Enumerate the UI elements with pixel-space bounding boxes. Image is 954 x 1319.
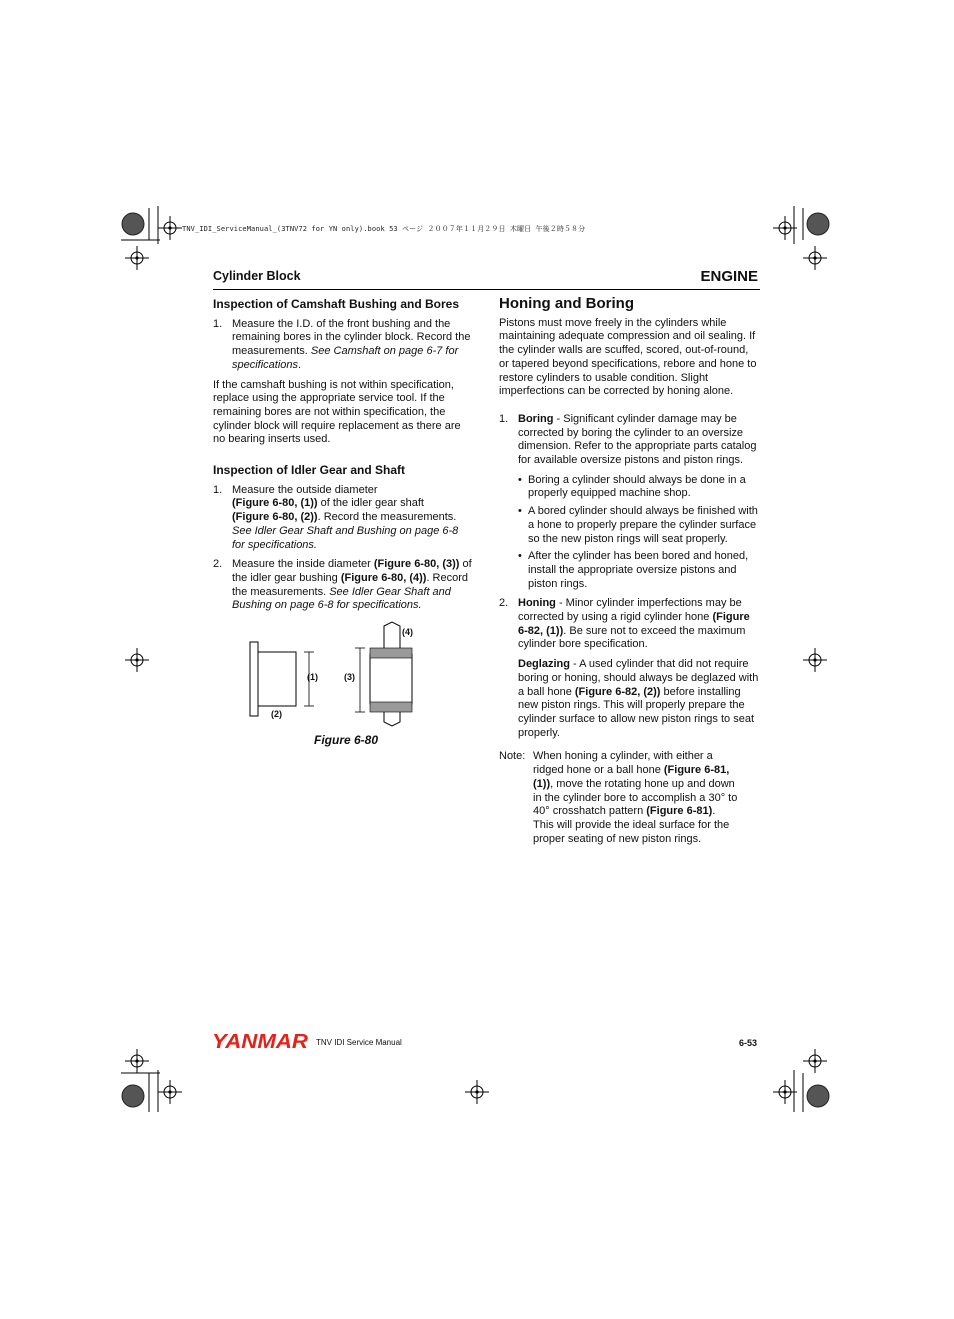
yanmar-logo [212,1030,310,1052]
idler-step-1: 1. Measure the outside diameter (Figure 6-80, (1)) of the idler gear shaft (Figure 6-80, (2)). Record the measurements. See Idler Gear Shaft and Bushing on page 6-8 for specifications. [213,483,459,551]
print-info-line: TNV_IDI_ServiceManual_(3TNV72 for YN only).book 53 ページ ２００７年１１月２９日 木曜日 午後２時５８分 [182,225,586,233]
idler-step-2: 2. Measure the inside diameter (Figure 6-80, (3)) of the idler gear bushing (Figure 6-80, (4)). Record the measurements. See Idler Gear Shaft and Bushing on page 6-8 for specifications. [213,558,472,612]
honing-step: 2. Honing - Minor cylinder imperfections may be corrected by using a rigid cylinder hone (Figure 6-82, (1)). Be sure not to exceed the maximum cylinder bore specification. [499,597,750,651]
right-column [499,297,760,852]
figure-label-3: (3) [344,672,355,682]
deglazing-paragraph: Deglazing - A used cylinder that did not require boring or honing, should always be deglazed with a ball hone (Figure 6-82, (2)) before installing new piston rings. This will properly prepare the cylinder surface to allow new piston rings to seat properly. [518,658,759,739]
boring-bullet-1: • Boring a cylinder should always be done in a properly equipped machine shop. [518,473,746,500]
figure-label-1: (1) [307,672,318,682]
camshaft-ref: See Camshaft on page 6-7 for specifications [232,345,459,371]
yanmar-logo-text: YANMAR [212,1031,309,1052]
camshaft-paragraph: If the camshaft bushing is not within specification, replace using the appropriate service tool. If the remaining bores are not within specification, the cylinder block will require replacement as there are no bearing inserts used. [213,378,461,446]
idler-heading: Inspection of Idler Gear and Shaft [213,463,406,478]
boring-bullets [518,474,760,592]
camshaft-step-1: 1. Measure the I.D. of the front bushing and the remaining bores in the cylinder block. Record the measurements. See Camshaft on page 6-7 for specifications. [213,317,471,371]
left-column [213,298,473,619]
page-number: 6-53 [739,1038,758,1048]
boring-step: 1. Boring - Significant cylinder damage may be corrected by boring the cylinder to an oversize dimension. Refer to the appropriate parts catalog for available oversize pistons and piston rings. [499,412,757,467]
figure-caption: Figure 6-80 [314,733,379,747]
header-rule [213,289,760,290]
figure-label-2: (2) [271,709,282,719]
honing-intro: Pistons must move freely in the cylinders while maintaining adequate compression and oil sealing. If the cylinder walls are scuffed, scored, out-of-round, or tapered beyond specifications, rebore and hone to restore cylinders to usable condition. Slight imperfections can be corrected by honing alone. [499,316,757,398]
manual-title: TNV IDI Service Manual [316,1038,402,1047]
figure-label-4: (4) [402,627,413,637]
boring-bullet-3: • After the cylinder has been bored and honed, install the appropriate oversize pistons and piston rings. [518,550,749,590]
section-title: Cylinder Block [213,269,301,283]
boring-bullet-2: • A bored cylinder should always be finished with a hone to properly prepare the cylinder surface so the new piston rings will seat properly. [518,505,758,545]
chapter-title: ENGINE [700,268,758,285]
camshaft-heading: Inspection of Camshaft Bushing and Bores [213,297,460,311]
honing-note: Note: When honing a cylinder, with either a ridged hone or a ball hone (Figure 6-81, (1)), move the rotating hone up and down in the cylinder bore to accomplish a 30° to 40° crosshatch pattern (Figure 6-81). This will provide the ideal surface for the proper seating of new piston rings. [499,750,738,845]
honing-heading: Honing and Boring [499,295,634,312]
